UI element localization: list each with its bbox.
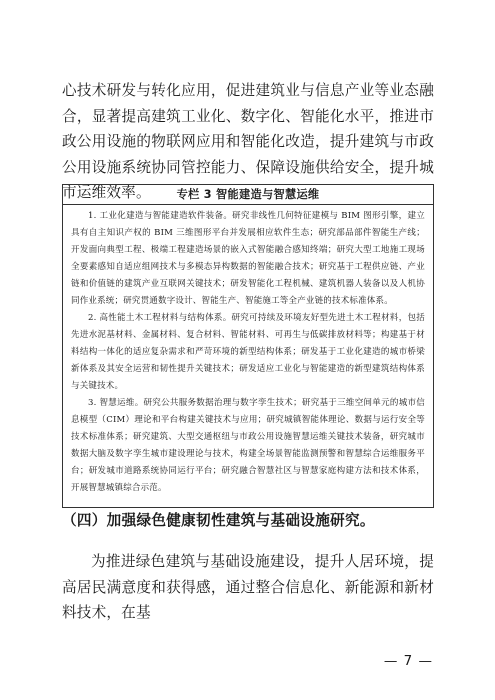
body-paragraph-bottom: 为推进绿色建筑与基础设施建设，提升人居环境，提高居民满意度和获得感，通过整合信息化、新能源和新材料技术，在基: [62, 553, 434, 621]
box-title: 专栏 3 智能建造与智慧运维: [63, 185, 433, 205]
box-item-1: 1. 工业化建造与智能建造软件装备。研究非线性几何特征建模与 BIM 图形引擎，建立具有自主知识产权的 BIM 三维图形平台并发展相应软件生态；研究部品部件智能生产线；开发面向典型工程、极端工程建造场景的嵌入式智能融合感知终端；研究大型工地施工现场全要素感知自适应组网技术与多模态异构数据的智能融合技术；研究基于工程供应链、产业链和价值链的建筑产业互联网关键技术；研发智能化工程机械、建筑机器人装备以及人机协同作业系统；研究贯通数字设计、智能生产、智能施工等全产业链的技术标准体系。: [71, 211, 425, 306]
sidebar-box: [62, 184, 434, 508]
body-paragraph-top: 心技术研发与转化应用，促进建筑业与信息产业等业态融合，显著提高建筑工业化、数字化、智能化水平，推进市政公用设施的物联网应用和智能化改造，提升建筑与市政公用设施系统协同管控能力、保障设施供给安全，提升城市运维效率。: [62, 82, 434, 201]
box-item-2: 2. 高性能土木工程材料与结构体系。研究可持续及环境友好型先进土木工程材料，包括先进水泥基材料、金属材料、复合材料、智能材料、可再生与低碳排放材料等；构建基于材料结构一体化的适应复杂需求和严苛环境的新型结构体系；研发基于工业化建造的城市桥梁新体系及其安全运营和韧性提升关键技术；研发适应工业化与智能建造的新型建筑结构体系与关键技术。: [71, 313, 425, 391]
box-item-3: 3. 智慧运维。研究公共服务数据治理与数字孪生技术；研究基于三维空间单元的城市信息模型（CIM）理论和平台构建关键技术与应用；研究城镇智能体理论、数据与运行安全等技术标准体系；研究建筑、大型交通枢纽与市政公用设施智慧运维关键技术装备，研究城市数据大脑及数字孪生城市建设理论与技术，构建全场景智能监测预警和智慧综合运维服务平台；研发城市道路系统协同运行平台；研究融合智慧社区与智慧家庭构建方法和技术体系，开展智慧城镇综合示范。: [71, 398, 425, 493]
page-number: — 7 —: [383, 653, 433, 669]
section-heading: （四）加强绿色健康韧性建筑与基础设施研究。: [62, 512, 375, 529]
box-body: [63, 205, 433, 497]
